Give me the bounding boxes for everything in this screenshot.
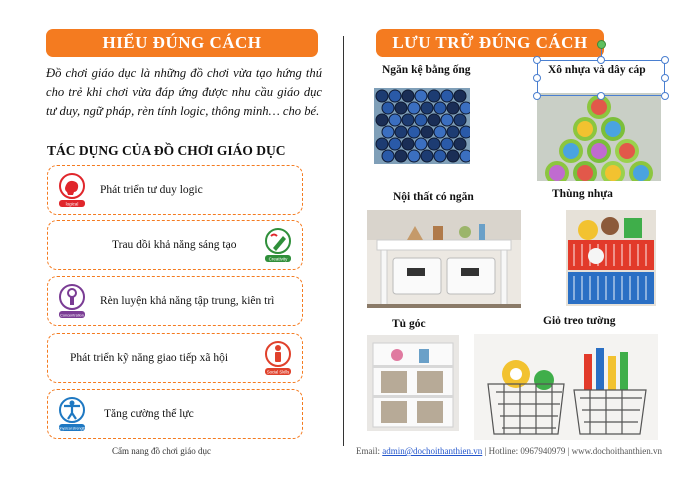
caption-wall-basket: Giỏ treo tường — [543, 315, 616, 327]
footer-left: Cẩm nang đồ chơi giáo dục — [112, 446, 211, 456]
concentration-icon — [56, 282, 88, 320]
benefit-text: Trau dồi khả năng sáng tạo — [112, 239, 237, 251]
benefit-concentration — [47, 276, 303, 326]
resize-handle-n[interactable] — [597, 56, 605, 64]
benefit-creativity — [47, 220, 303, 270]
benefit-text: Phát triển kỹ năng giao tiếp xã hội — [70, 352, 229, 364]
resize-handle-nw[interactable] — [533, 56, 541, 64]
caption-bucket-cable: Xô nhựa và dây cáp — [548, 64, 646, 76]
column-divider — [343, 36, 344, 446]
selection-box[interactable] — [537, 60, 665, 96]
benefit-physical-strength — [47, 389, 303, 439]
resize-handle-s[interactable] — [597, 92, 605, 100]
logical-icon — [56, 171, 88, 209]
footer-email-label: Email: — [356, 446, 380, 456]
footer-right — [356, 446, 662, 456]
caption-tube-shelf: Ngăn kệ bằng ống — [382, 64, 471, 76]
benefit-text: Tăng cường thể lực — [104, 408, 194, 420]
footer-email-link[interactable]: admin@dochoithanthien.vn — [382, 446, 483, 456]
benefit-text: Phát triển tư duy logic — [100, 184, 203, 196]
footer-hotline: | Hotline: 0967940979 | www.dochoithanthien.vn — [484, 446, 663, 456]
benefit-social-skills — [47, 333, 303, 383]
plastic-crate-photo — [566, 210, 656, 306]
resize-handle-w[interactable] — [533, 74, 541, 82]
concentration-icon-label: Concentration — [60, 313, 84, 318]
strength-icon-label: physical strength — [58, 426, 86, 431]
resize-handle-e[interactable] — [661, 74, 669, 82]
benefits-heading: TÁC DỤNG CỦA ĐỒ CHƠI GIÁO DỤC — [47, 143, 286, 158]
resize-handle-sw[interactable] — [533, 92, 541, 100]
social-skills-icon — [262, 339, 294, 377]
right-title: LƯU TRỮ ĐÚNG CÁCH — [392, 33, 588, 52]
resize-handle-ne[interactable] — [661, 56, 669, 64]
left-title-bar — [46, 29, 318, 57]
benefit-text: Rèn luyện khả năng tập trung, kiên trì — [100, 295, 275, 307]
bucket-pyramid-photo — [537, 93, 661, 181]
creativity-icon — [262, 226, 294, 264]
caption-drawer-furniture: Nội thất có ngăn — [393, 191, 474, 203]
intro-paragraph: Đồ chơi giáo dục là những đồ chơi vừa tạo hứng thú cho trẻ khi chơi vừa đáp ứng được nhu cầu giáo dục tư duy, ngữ pháp, rèn tính logic, thông minh… cho bé. — [46, 66, 322, 118]
caption-corner-cabinet: Tủ góc — [392, 318, 426, 330]
wall-basket-photo — [474, 334, 658, 440]
left-title: HIỂU ĐÚNG CÁCH — [102, 33, 262, 52]
creativity-icon-label: Creativity — [268, 256, 288, 262]
logical-icon-label: logical — [65, 201, 79, 207]
drawer-table-photo — [367, 210, 521, 308]
benefit-logical — [47, 165, 303, 215]
right-title-bar — [376, 29, 604, 57]
corner-cabinet-photo — [367, 335, 459, 431]
rotate-handle[interactable] — [597, 40, 606, 49]
tube-shelf-photo — [374, 88, 470, 164]
social-skills-icon-label: Social Skills — [266, 369, 290, 375]
caption-plastic-crate: Thùng nhựa — [552, 188, 613, 200]
strength-icon — [56, 395, 88, 433]
resize-handle-se[interactable] — [661, 92, 669, 100]
